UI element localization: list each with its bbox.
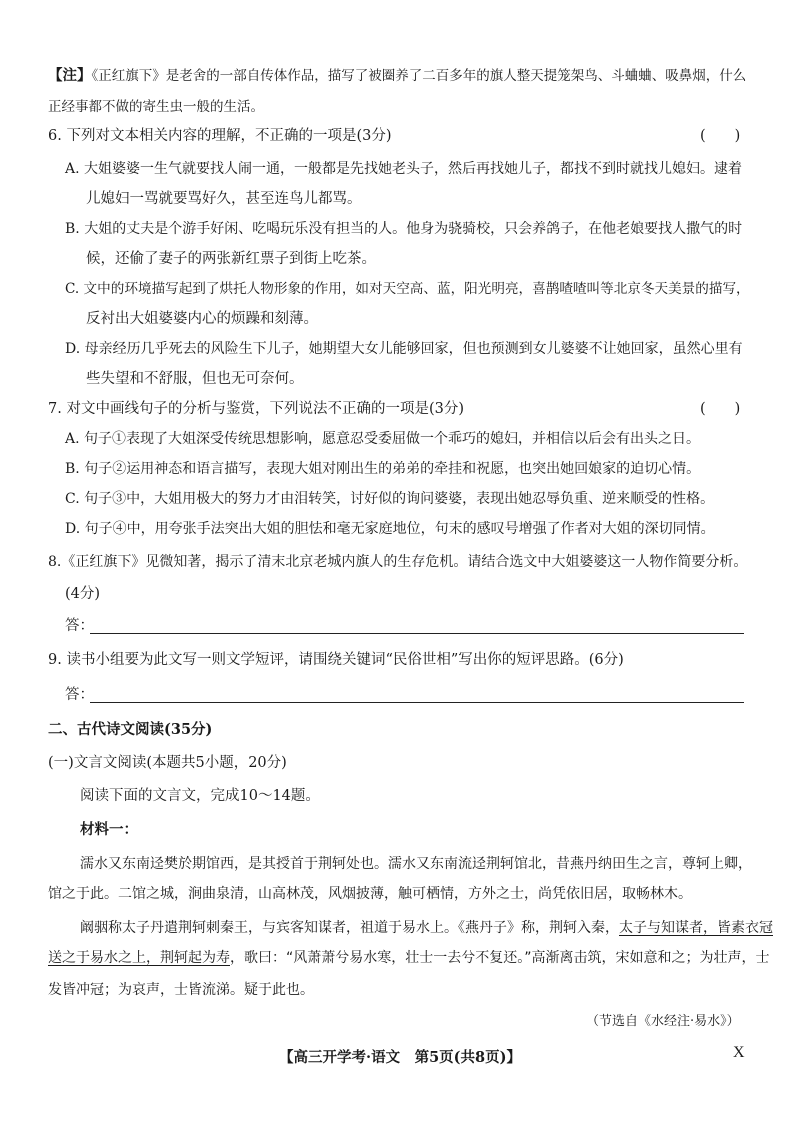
q6-answer-paren[interactable]: ( ) xyxy=(700,128,741,144)
q6-option-a-2: 儿媳妇一骂就要骂好久，甚至连鸟儿都骂。 xyxy=(86,191,362,207)
q8-stem: 8.《正红旗下》见微知著，揭示了清末北京老城内旗人的生存危机。请结合选文中大姐婆婆这一人物作简要分析。 xyxy=(48,554,748,570)
q7-option-a: A. 句子①表现了大姐深受传统思想影响，愿意忍受委屈做一个乖巧的媳妇，并相信以后会有出头之日。 xyxy=(65,431,701,447)
section2-subtitle: (一)文言文阅读(本题共5小题，20分) xyxy=(48,755,287,771)
classical-p2-line2 xyxy=(48,948,770,968)
note-label: 【注】 xyxy=(48,67,92,84)
section2-instruction: 阅读下面的文言文，完成10～14题。 xyxy=(80,788,320,804)
q6-option-d-2: 些失望和不舒服，但也无可奈何。 xyxy=(86,371,304,387)
q9-stem: 9. 读书小组要为此文写一则文学短评，请围绕关键词“民俗世相”写出你的短评思路。(6分) xyxy=(48,652,624,668)
q6-option-c-2: 反衬出大姐婆婆内心的烦躁和刻薄。 xyxy=(86,311,318,327)
q7-option-c: C. 句子③中，大姐用极大的努力才由泪转笑，讨好似的询问婆婆，表现出她忍辱负重、逆来顺受的性格。 xyxy=(65,491,715,507)
q8-answer-line[interactable] xyxy=(90,633,744,634)
page-footer: 【高三开学考·语文 第5页(共8页)】 xyxy=(279,1049,521,1066)
classical-p1-line1: 濡水又东南迳樊於期馆西，是其授首于荆轲处也。濡水又东南流迳荆轲馆北，昔燕丹纳田生之言，尊轲上卿， xyxy=(80,856,752,872)
q6-option-b-2: 候，还偷了妻子的两张新红票子到街上吃茶。 xyxy=(86,251,376,267)
q9-answer-line[interactable] xyxy=(90,702,744,703)
q6-option-c-1: C. 文中的环境描写起到了烘托人物形象的作用，如对天空高、蓝，阳光明亮，喜鹊喳喳叫等北京冬天美景的描写， xyxy=(65,281,750,297)
q6-option-b-1: B. 大姐的丈夫是个游手好闲、吃喝玩乐没有担当的人。他身为骁骑校，只会养鸽子，在他老娘要找人撒气的时 xyxy=(65,221,743,237)
q6-option-a-1: A. 大姐婆婆一生气就要找人闹一通，一般都是先找她老头子，然后再找她儿子，都找不到时就找儿媳妇。逮着 xyxy=(65,161,743,177)
q8-score: (4分) xyxy=(65,586,101,602)
note-line-1 xyxy=(48,66,746,86)
q6-stem: 6. 下列对文本相关内容的理解，不正确的一项是(3分) xyxy=(48,128,392,144)
q6-option-d-1: D. 母亲经历几乎死去的风险生下儿子，她期望大女儿能够回家，但也预测到女儿婆婆不让她回家，虽然心里有 xyxy=(65,341,743,357)
classical-p2-line2-b: ，歌曰：“风萧萧兮易水寒，壮士一去兮不复还。”高渐离击筑，宋如意和之；为壮声，士 xyxy=(230,950,770,966)
q8-answer-label: 答： xyxy=(65,618,94,634)
page-mark: X xyxy=(733,1044,745,1061)
underlined-sentence-1: 太子与知谋者，皆素衣冠 xyxy=(619,920,773,936)
q9-answer-label: 答： xyxy=(65,687,94,703)
note-line-2: 正经事都不做的寄生虫一般的生活。 xyxy=(48,99,264,115)
classical-p2-line1-a: 阚骃称太子丹遣荆轲刺秦王，与宾客知谋者，祖道于易水上。《燕丹子》称，荆轲入秦， xyxy=(80,920,619,936)
section2-title: 二、古代诗文阅读(35分) xyxy=(48,721,213,738)
q7-option-b: B. 句子②运用神态和语言描写，表现大姐对刚出生的弟弟的牵挂和祝愿，也突出她回娘家的迫切心情。 xyxy=(65,461,701,477)
classical-p2-line3: 发皆冲冠；为哀声，士皆流涕。疑于此也。 xyxy=(48,982,314,998)
classical-source: （节选自《水经注·易水》） xyxy=(586,1014,740,1029)
q7-option-d: D. 句子④中，用夸张手法突出大姐的胆怯和毫无家庭地位，句末的感叹号增强了作者对大姐的深切同情。 xyxy=(65,521,715,537)
classical-p1-line2: 馆之于此。二馆之城，涧曲泉清，山高林茂，风烟披薄，触可栖情，方外之士，尚凭依旧居，取畅林木。 xyxy=(48,886,692,902)
q7-answer-paren[interactable]: ( ) xyxy=(700,401,741,417)
note-text-1: 《正红旗下》是老舍的一部自传体作品，描写了被圈养了二百多年的旗人整天提笼架鸟、斗蛐蛐、吸鼻烟，什么 xyxy=(91,68,747,84)
material-one-label: 材料一： xyxy=(80,821,138,838)
underlined-sentence-2: 送之于易水之上，荆轲起为寿 xyxy=(48,950,230,966)
classical-p2-line1 xyxy=(80,918,773,938)
q7-stem: 7. 对文中画线句子的分析与鉴赏，下列说法不正确的一项是(3分) xyxy=(48,401,464,417)
